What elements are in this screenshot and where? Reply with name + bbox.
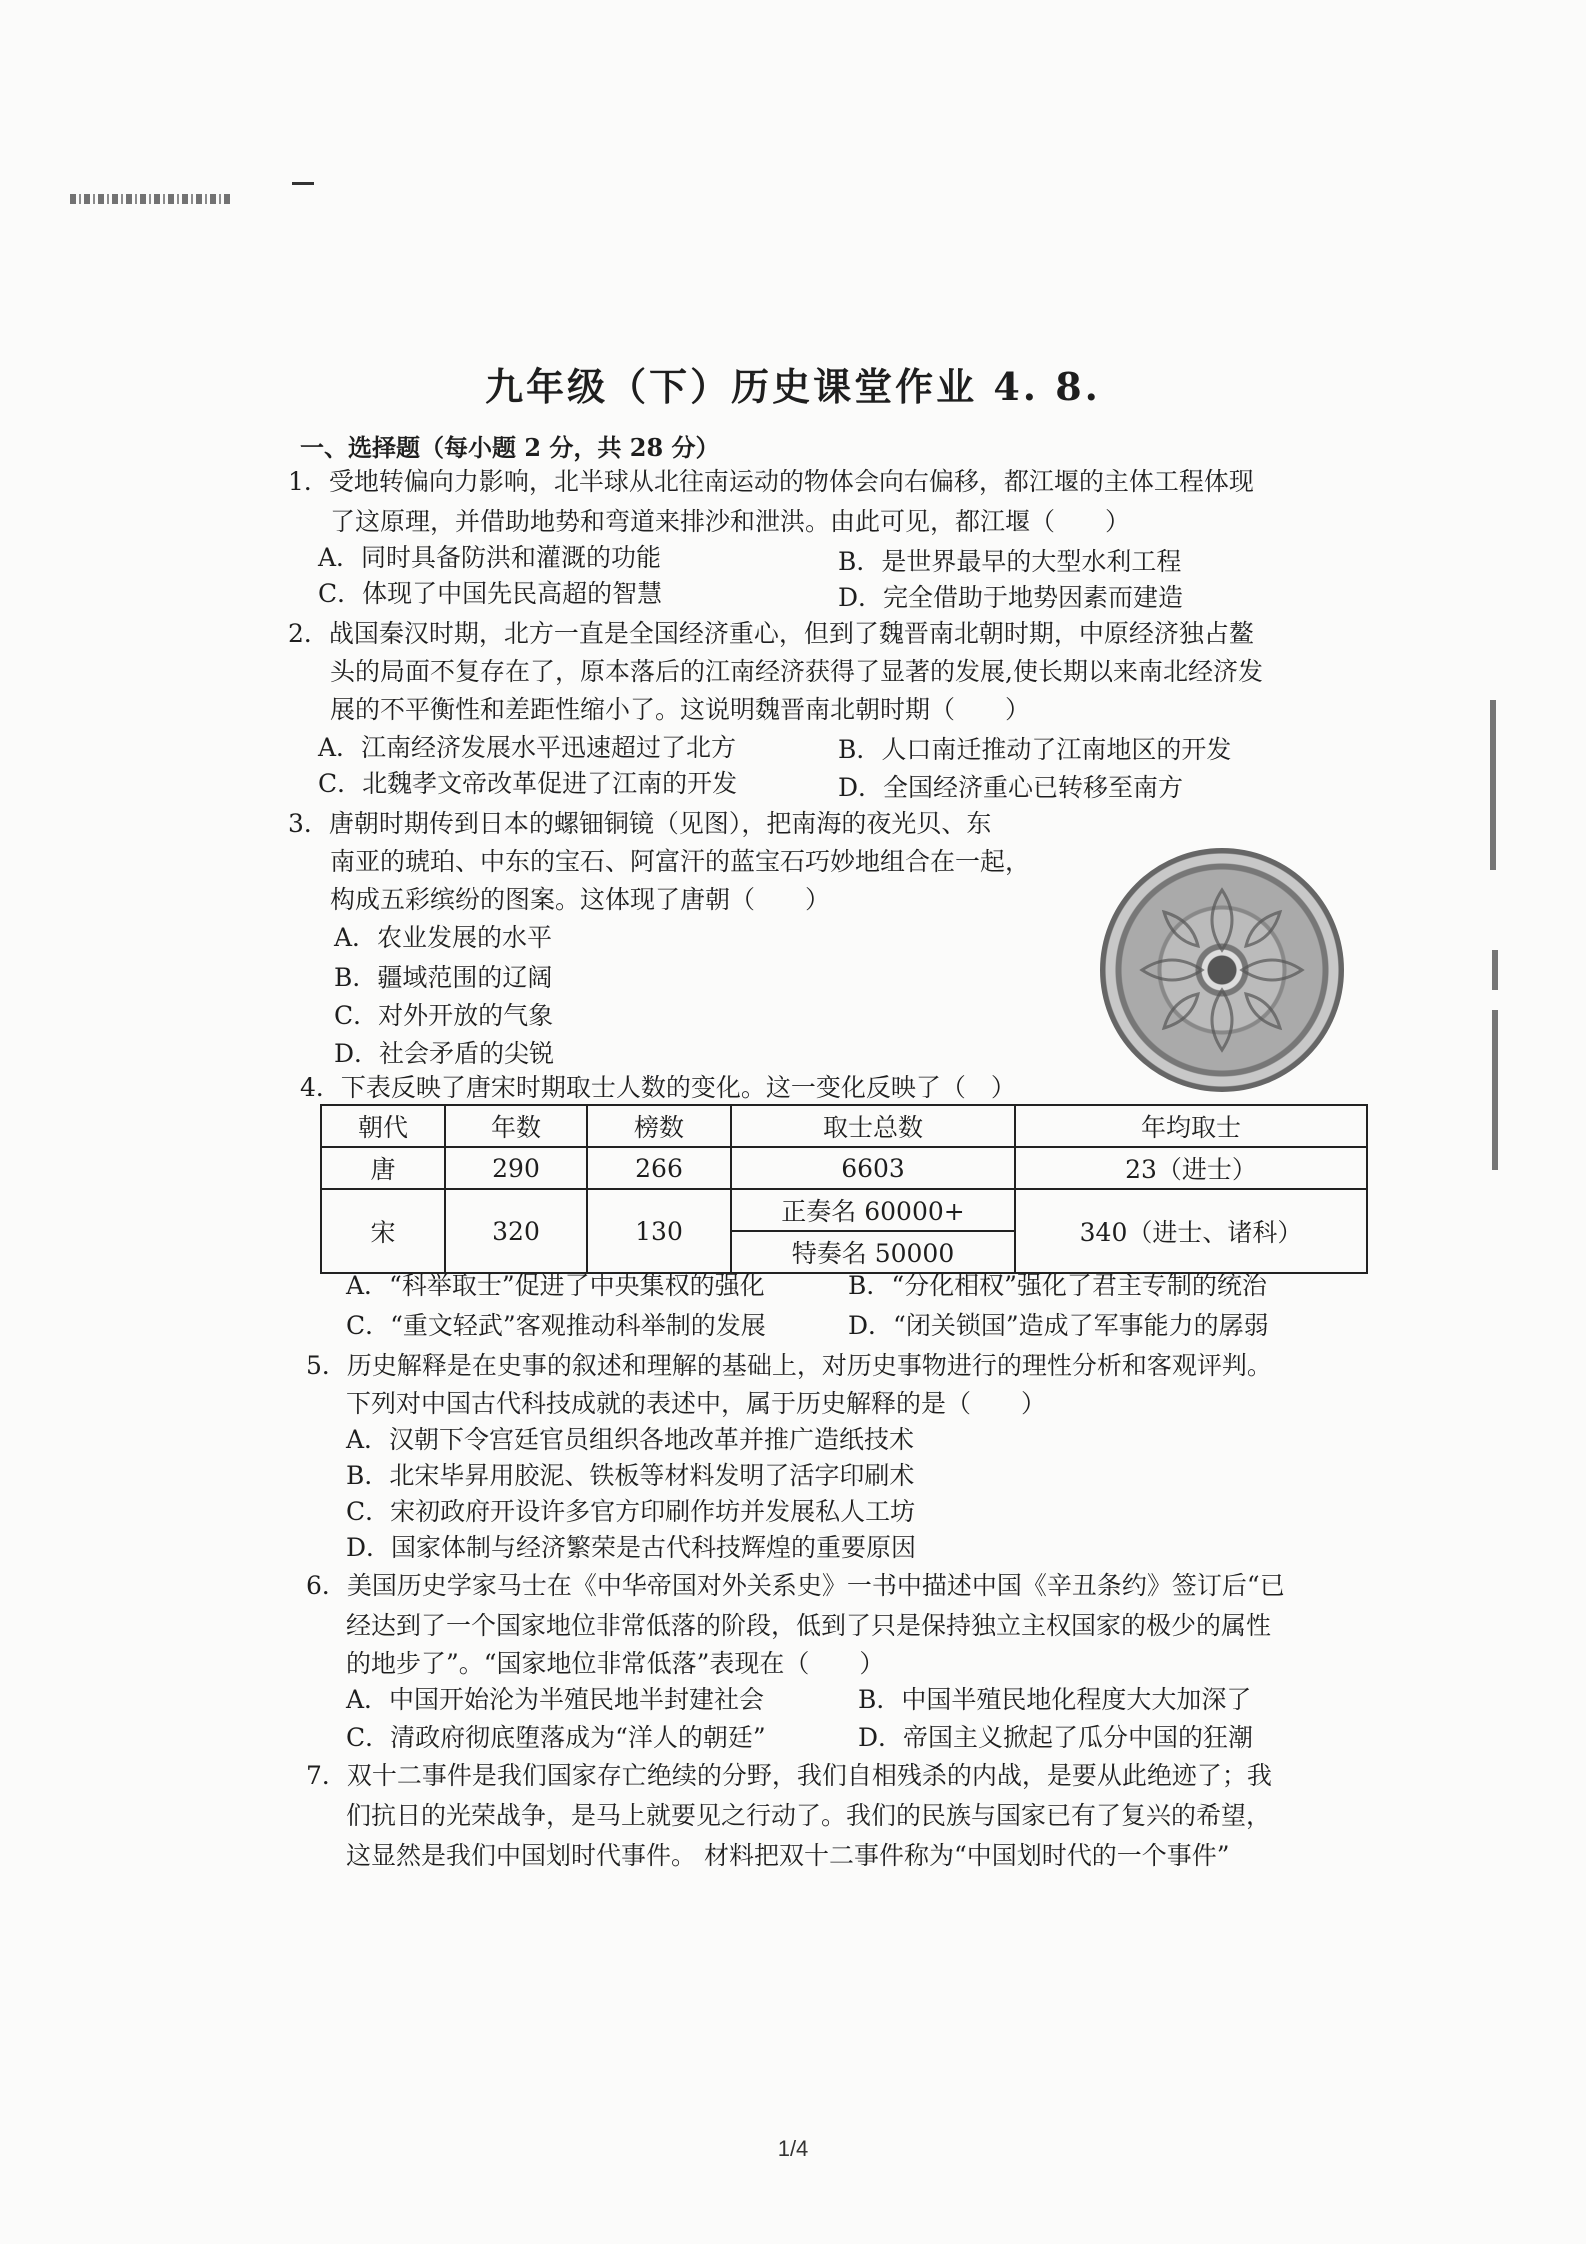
question-7-line: 们抗日的光荣战争，是马上就要见之行动了。我们的民族与国家已有了复兴的希望， <box>346 1801 1272 1830</box>
question-6-line: 的地步了”。“国家地位非常低落”表现在（ ） <box>346 1649 885 1678</box>
question-7-line: 7．双十二事件是我们国家存亡绝续的分野，我们自相残杀的内战，是要从此绝迹了；我 <box>306 1761 1272 1790</box>
page-title: 九年级（下）历史课堂作业 4. 8. <box>485 364 1101 409</box>
scan-edge-mark <box>1492 950 1498 990</box>
question-3-line: 南亚的琥珀、中东的宝石、阿富汗的蓝宝石巧妙地组合在一起， <box>330 847 1031 876</box>
question-3-line: 3．唐朝时期传到日本的螺钿铜镜（见图），把南海的夜光贝、东 <box>288 809 992 838</box>
question-4-option-d[interactable]: D．“闭关锁国”造成了军事能力的孱弱 <box>848 1311 1269 1340</box>
question-6-option-b[interactable]: B．中国半殖民地化程度大大加深了 <box>858 1685 1252 1714</box>
question-5-option-a[interactable]: A．汉朝下令宫廷官员组织各地改革并推广造纸技术 <box>346 1425 915 1454</box>
question-1-option-d[interactable]: D．完全借助于地势因素而建造 <box>838 583 1184 612</box>
table-cell: 266 <box>587 1147 731 1189</box>
table-cell: 唐 <box>321 1147 445 1189</box>
page-number: 1/4 <box>777 2136 809 2161</box>
question-1-option-b[interactable]: B．是世界最早的大型水利工程 <box>838 547 1182 576</box>
table-header: 榜数 <box>587 1105 731 1147</box>
scan-edge-mark <box>1492 1010 1498 1170</box>
question-4-option-b[interactable]: B．“分化相权”强化了君主专制的统治 <box>848 1271 1267 1300</box>
table-cell: 23（进士） <box>1015 1147 1367 1189</box>
scan-edge-mark <box>1490 700 1496 870</box>
question-2-line: 展的不平衡性和差距性缩小了。这说明魏晋南北朝时期（ ） <box>330 695 1031 724</box>
table-header: 朝代 <box>321 1105 445 1147</box>
question-3-option-c[interactable]: C．对外开放的气象 <box>334 1001 554 1030</box>
question-5-option-b[interactable]: B．北宋毕昇用胶泥、铁板等材料发明了活字印刷术 <box>346 1461 915 1490</box>
question-5-line: 下列对中国古代科技成就的表述中，属于历史解释的是（ ） <box>346 1389 1047 1418</box>
scan-artifact <box>70 194 230 204</box>
question-4-option-c[interactable]: C．“重文轻武”客观推动科举制的发展 <box>346 1311 766 1340</box>
question-6-option-d[interactable]: D．帝国主义掀起了瓜分中国的狂潮 <box>858 1723 1254 1752</box>
question-1-line: 1．受地转偏向力影响，北半球从北往南运动的物体会向右偏移，都江堰的主体工程体现 <box>288 467 1254 496</box>
table-header: 年数 <box>445 1105 587 1147</box>
table-cell: 6603 <box>731 1147 1015 1189</box>
question-2-option-b[interactable]: B．人口南迁推动了江南地区的开发 <box>838 735 1232 764</box>
question-1-option-c[interactable]: C．体现了中国先民高超的智慧 <box>318 579 663 608</box>
question-2-option-d[interactable]: D．全国经济重心已转移至南方 <box>838 773 1184 802</box>
table-header: 年均取士 <box>1015 1105 1367 1147</box>
question-5-option-c[interactable]: C．宋初政府开设许多官方印刷作坊并发展私人工坊 <box>346 1497 916 1526</box>
table-cell: 正奏名 60000+ <box>731 1189 1015 1231</box>
question-5-line: 5．历史解释是在史事的叙述和理解的基础上，对历史事物进行的理性分析和客观评判。 <box>306 1351 1272 1380</box>
question-5-option-d[interactable]: D．国家体制与经济繁荣是古代科技辉煌的重要原因 <box>346 1533 917 1562</box>
question-2-option-a[interactable]: A．江南经济发展水平迅速超过了北方 <box>318 733 737 762</box>
question-6-option-c[interactable]: C．清政府彻底堕落成为“洋人的朝廷” <box>346 1723 766 1752</box>
question-2-line: 2．战国秦汉时期，北方一直是全国经济重心，但到了魏晋南北朝时期，中原经济独占鳌 <box>288 619 1254 648</box>
section-heading: 一、选择题（每小题 2 分，共 28 分） <box>300 433 720 462</box>
question-1-line: 了这原理，并借助地势和弯道来排沙和泄洪。由此可见，都江堰（ ） <box>330 507 1131 536</box>
question-3-option-d[interactable]: D．社会矛盾的尖锐 <box>334 1039 555 1068</box>
question-1-option-a[interactable]: A．同时具备防洪和灌溉的功能 <box>318 543 662 572</box>
question-3-option-a[interactable]: A．农业发展的水平 <box>334 923 553 952</box>
question-7-line: 这显然是我们中国划时代事件。 材料把双十二事件称为“中国划时代的一个事件” <box>346 1841 1230 1870</box>
question-6-line: 6．美国历史学家马士在《中华帝国对外关系史》一书中描述中国《辛丑条约》签订后“已 <box>306 1571 1285 1600</box>
scan-artifact <box>292 182 314 185</box>
table-cell: 宋 <box>321 1189 445 1273</box>
question-2-line: 头的局面不复存在了，原本落后的江南经济获得了显著的发展,使长期以来南北经济发 <box>330 657 1263 686</box>
question-2-option-c[interactable]: C．北魏孝文帝改革促进了江南的开发 <box>318 769 738 798</box>
table-cell: 特奏名 50000 <box>731 1231 1015 1273</box>
table-cell: 130 <box>587 1189 731 1273</box>
exam-data-table <box>320 1104 1368 1274</box>
question-3-line: 构成五彩缤纷的图案。这体现了唐朝（ ） <box>330 885 831 914</box>
question-3-option-b[interactable]: B．疆域范围的辽阔 <box>334 963 553 992</box>
table-cell: 340（进士、诸科） <box>1015 1189 1367 1273</box>
question-4-option-a[interactable]: A．“科举取士”促进了中央集权的强化 <box>346 1271 765 1300</box>
table-cell: 320 <box>445 1189 587 1273</box>
table-header: 取士总数 <box>731 1105 1015 1147</box>
question-4-stem: 4．下表反映了唐宋时期取士人数的变化。这一变化反映了（ ） <box>300 1073 1016 1102</box>
question-6-line: 经达到了一个国家地位非常低落的阶段，低到了只是保持独立主权国家的极少的属性 <box>346 1611 1272 1640</box>
mirror-pattern <box>1102 850 1342 1090</box>
question-6-option-a[interactable]: A．中国开始沦为半殖民地半封建社会 <box>346 1685 765 1714</box>
bronze-mirror-image <box>1100 848 1344 1092</box>
table-cell: 290 <box>445 1147 587 1189</box>
